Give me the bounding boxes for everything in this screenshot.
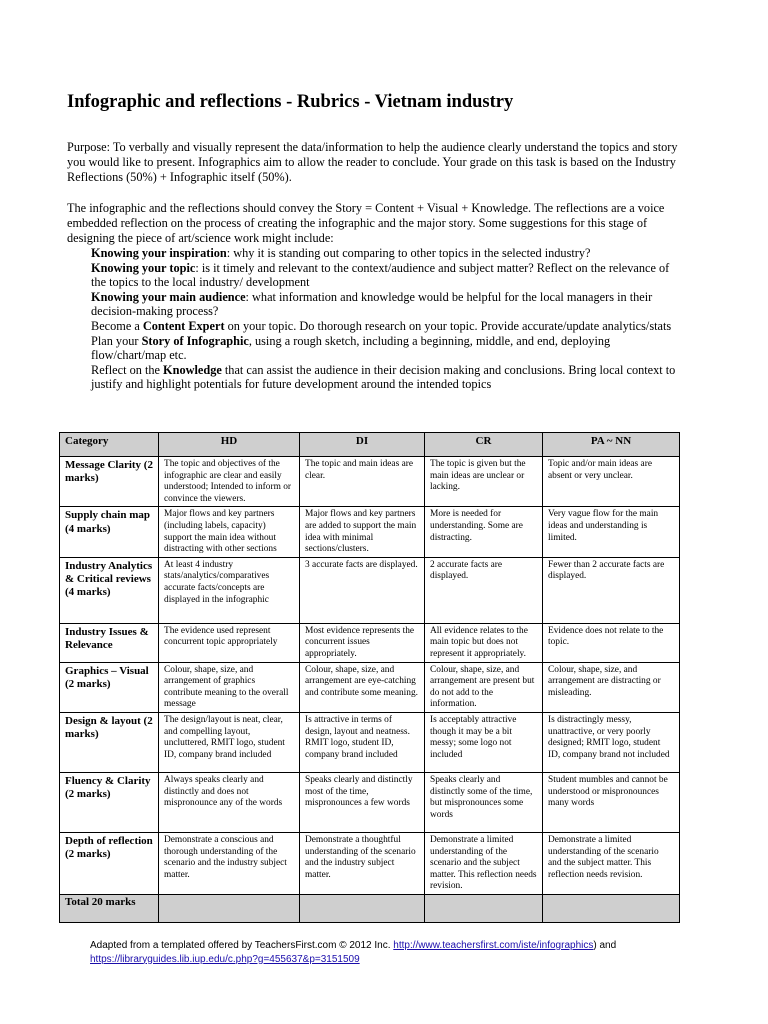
- total-row: [60, 894, 680, 922]
- table-cell: Colour, shape, size, and arrangement of graphics contribute meaning to the overall message: [159, 662, 300, 712]
- category-cell: Industry Issues & Relevance: [60, 623, 159, 662]
- table-cell: Demonstrate a thoughtful understanding of the scenario and the industry subject matter.: [300, 832, 425, 894]
- suggestion-item: Knowing your main audience: what information and knowledge would be helpful for the local managers in their decision-making process?: [91, 289, 653, 319]
- table-cell: The topic and main ideas are clear.: [300, 457, 425, 507]
- table-cell: Colour, shape, size, and arrangement are eye-catching and contribute some meaning.: [300, 662, 425, 712]
- suggestion-item: Become a Content Expert on your topic. Do thorough research on your topic. Provide accurate/update analytics/stats: [91, 318, 672, 333]
- table-cell: Fewer than 2 accurate facts are displayed.: [543, 557, 680, 623]
- table-cell: Is acceptably attractive though it may be a bit messy; some logo not included: [425, 712, 543, 772]
- table-row: [60, 662, 680, 712]
- footer-prefix: Adapted from a templated offered by TeachersFirst.com © 2012 Inc.: [90, 940, 394, 951]
- column-header: CR: [425, 433, 543, 457]
- table-cell: Colour, shape, size, and arrangement are distracting or misleading.: [543, 662, 680, 712]
- table-cell: Student mumbles and cannot be understood or mispronounces many words: [543, 772, 680, 832]
- category-cell: Depth of reflection (2 marks): [60, 832, 159, 894]
- category-cell: Message Clarity (2 marks): [60, 457, 159, 507]
- table-cell: Topic and/or main ideas are absent or very unclear.: [543, 457, 680, 507]
- table-row: [60, 457, 680, 507]
- table-header-row: [60, 433, 680, 457]
- table-cell: Is distractingly messy, unattractive, or very poorly designed; RMIT logo, student ID, company brand not included: [543, 712, 680, 772]
- table-row: [60, 507, 680, 557]
- table-cell: All evidence relates to the main topic but does not represent it appropriately.: [425, 623, 543, 662]
- suggestions-list: [91, 246, 681, 392]
- suggestion-item: Knowing your inspiration: why it is standing out comparing to other topics in the selected industry?: [91, 246, 591, 260]
- table-row: [60, 772, 680, 832]
- table-row: [60, 557, 680, 623]
- total-label: Total 20 marks: [60, 894, 159, 922]
- table-cell: Is attractive in terms of design, layout and neatness. RMIT logo, student ID, company brand included: [300, 712, 425, 772]
- table-cell: [543, 894, 680, 922]
- iup-library-link[interactable]: https://libraryguides.lib.iup.edu/c.php?g=455637&p=3151509: [90, 953, 360, 965]
- footer-middle: ) and: [593, 940, 617, 951]
- category-cell: Design & layout (2 marks): [60, 712, 159, 772]
- table-cell: Demonstrate a limited understanding of the scenario and the subject matter. This reflection needs revision.: [543, 832, 680, 894]
- category-cell: Graphics – Visual (2 marks): [60, 662, 159, 712]
- table-cell: Always speaks clearly and distinctly and does not mispronounce any of the words: [159, 772, 300, 832]
- table-row: [60, 712, 680, 772]
- table-cell: Speaks clearly and distinctly some of the time, but mispronounces some words: [425, 772, 543, 832]
- table-cell: Demonstrate a limited understanding of the scenario and the subject matter. This reflection needs revision.: [425, 832, 543, 894]
- footer-attribution: [90, 939, 690, 966]
- teachersfirst-link[interactable]: http://www.teachersfirst.com/iste/infographics: [393, 940, 594, 951]
- category-cell: Supply chain map (4 marks): [60, 507, 159, 557]
- suggestion-item: Plan your Story of Infographic, using a rough sketch, including a beginning, middle, and end, deploying flow/chart/map etc.: [91, 333, 611, 363]
- table-cell: Very vague flow for the main ideas and understanding is limited.: [543, 507, 680, 557]
- table-cell: [425, 894, 543, 922]
- table-cell: At least 4 industry stats/analytics/comparatives accurate facts/concepts are displayed in the infographic: [159, 557, 300, 623]
- rubric-table: [59, 432, 680, 923]
- table-cell: Most evidence represents the concurrent issues appropriately.: [300, 623, 425, 662]
- table-row: [60, 832, 680, 894]
- table-cell: The design/layout is neat, clear, and compelling layout, uncluttered, RMIT logo, student ID, company brand included: [159, 712, 300, 772]
- table-cell: Major flows and key partners (including labels, capacity) support the main idea without distracting with other sections: [159, 507, 300, 557]
- table-cell: 3 accurate facts are displayed.: [300, 557, 425, 623]
- table-cell: More is needed for understanding. Some are distracting.: [425, 507, 543, 557]
- category-cell: Fluency & Clarity (2 marks): [60, 772, 159, 832]
- page-title: Infographic and reflections - Rubrics - Vietnam industry: [67, 92, 514, 112]
- column-header: PA ~ NN: [543, 433, 680, 457]
- suggestion-item: Knowing your topic: is it timely and relevant to the context/audience and subject matter? Reflect on the relevance of the topics to the local industry/ development: [91, 260, 670, 290]
- column-header: DI: [300, 433, 425, 457]
- table-cell: Colour, shape, size, and arrangement are present but do not add to the information.: [425, 662, 543, 712]
- table-row: [60, 623, 680, 662]
- column-header: Category: [60, 433, 159, 457]
- column-header: HD: [159, 433, 300, 457]
- table-cell: Speaks clearly and distinctly most of the time, mispronounces a few words: [300, 772, 425, 832]
- table-cell: The topic is given but the main ideas are unclear or lacking.: [425, 457, 543, 507]
- suggestion-item: Reflect on the Knowledge that can assist the audience in their decision making and conclusions. Bring local context to justify and highlight potentials for future development around the intended topics: [91, 362, 676, 392]
- table-cell: The topic and objectives of the infographic are clear and easily understood; Intended to inform or convince the viewers.: [159, 457, 300, 507]
- intro-paragraph: The infographic and the reflections should convey the Story = Content + Visual + Knowledge. The reflections are a voice embedded reflection on the process of creating the infographic and the major story. Some suggestions for this stage of designing the piece of art/science work might include:: [67, 201, 665, 245]
- table-cell: Major flows and key partners are added to support the main idea with minimal sections/clusters.: [300, 507, 425, 557]
- table-cell: 2 accurate facts are displayed.: [425, 557, 543, 623]
- table-cell: [159, 894, 300, 922]
- purpose-paragraph: Purpose: To verbally and visually represent the data/information to help the audience clearly understand the topics and story you would like to present. Infographics aim to allow the reader to conclude. Your grade on this task is based on the Industry Reflections (50%) + Infographic itself (50%).: [67, 140, 678, 184]
- category-cell: Industry Analytics & Critical reviews (4 marks): [60, 557, 159, 623]
- table-cell: [300, 894, 425, 922]
- table-cell: Evidence does not relate to the topic.: [543, 623, 680, 662]
- table-cell: The evidence used represent concurrent topic appropriately: [159, 623, 300, 662]
- table-cell: Demonstrate a conscious and thorough understanding of the scenario and the industry subject matter.: [159, 832, 300, 894]
